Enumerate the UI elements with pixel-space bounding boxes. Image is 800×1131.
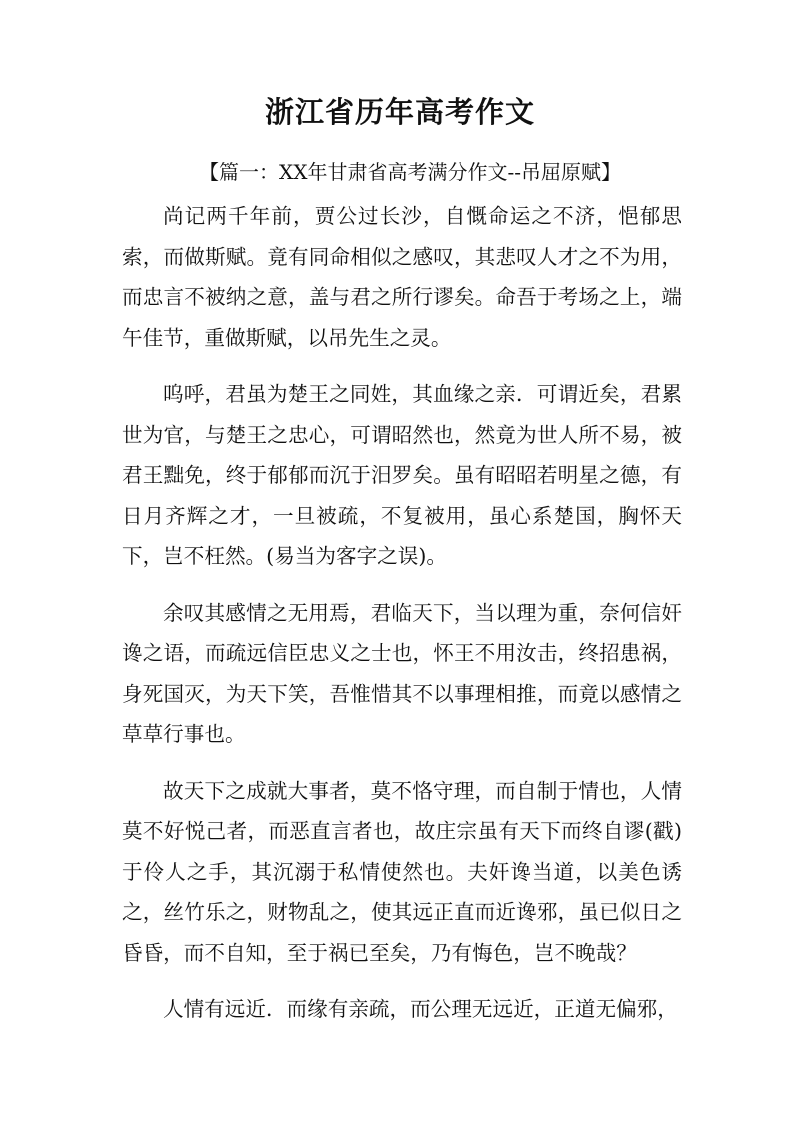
paragraph-5: 人情有远近．而缘有亲疏，而公理无远近，正道无偏邪， [163,997,678,1021]
paragraph-2: 呜呼，君虽为楚王之同姓，其血缘之亲．可谓近矣，君累世为官，与楚王之忠心，可谓昭然也，然竟为世人所不易，被君王黜免，终于郁郁而沉于汨罗矣。虽有昭昭若明星之德，有日月齐辉之才，一旦被疏，不复被用，虽心系楚国，胸怀天下，岂不枉然。(易当为客字之误)。 [122,382,682,568]
document-body [122,196,682,1046]
section-heading: 【篇一：XX年甘肃省高考满分作文--吊屈原赋】 [199,160,621,184]
document-title: 浙江省历年高考作文 [264,95,535,129]
paragraph-1: 尚记两千年前，贾公过长沙，自慨命运之不济，悒郁思索，而做斯赋。竟有同命相似之感叹，其悲叹人才之不为用，而忠言不被纳之意，盖与君之所行谬矣。命吾于考场之上，端午佳节，重做斯赋，以吊先生之灵。 [122,204,682,350]
paragraph-4: 故天下之成就大事者，莫不恪守理，而自制于情也，人情莫不好悦己者，而恶直言者也，故庄宗虽有天下而终自谬(戳)于伶人之手，其沉溺于私情使然也。夫奸谗当道，以美色诱之，丝竹乐之，财物乱之，使其远正直而近谗邪，虽已似日之昏昏，而不自知，至于祸已至矣，乃有悔色，岂不晚哉？ [122,778,682,965]
paragraph-3: 余叹其感情之无用焉，君临天下，当以理为重，奈何信奸谗之语，而疏远信臣忠义之士也，怀王不用汝击，终招患祸，身死国灭，为天下笑，吾惟惜其不以事理相推，而竟以感情之草草行事也。 [122,600,682,746]
